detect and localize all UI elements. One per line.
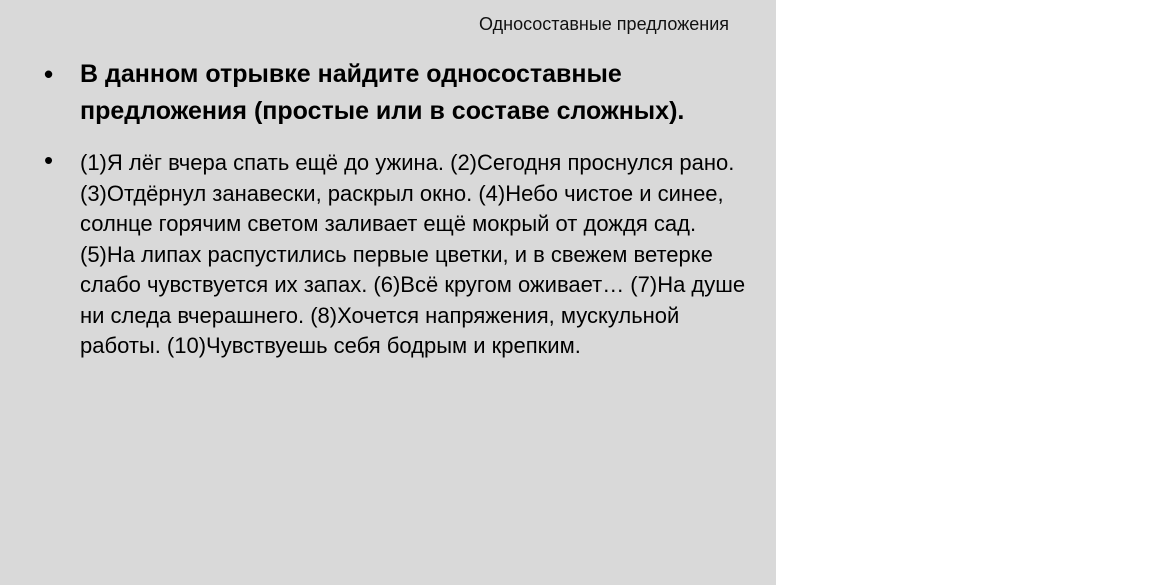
question-text: В данном отрывке найдите односоставные предложения (простые или в составе сложных). <box>80 60 685 125</box>
slide-header: Односоставные предложения <box>479 14 729 34</box>
bullet-icon: • <box>44 59 54 89</box>
question-bullet <box>44 56 754 130</box>
passage-bullet <box>44 145 754 362</box>
passage-text: (1)Я лёг вчера спать ещё до ужина. (2)Сегодня проснулся рано. (3)Отдёрнул занавески, раскрыл окно. (4)Небо чистое и синее, солнце горячим светом заливает ещё мокрый от дождя сад. (5)На липах распустились первые цветки, и в свежем ветерке слабо чувствуется их запах. (6)Всё кругом оживает… (7)На душе ни следа вчерашнего. (8)Хочется напряжения, мускульной работы. (10)Чувствуешь себя бодрым и крепким. <box>80 150 746 358</box>
bullet-icon: • <box>44 145 54 175</box>
bullet-list <box>44 56 754 362</box>
